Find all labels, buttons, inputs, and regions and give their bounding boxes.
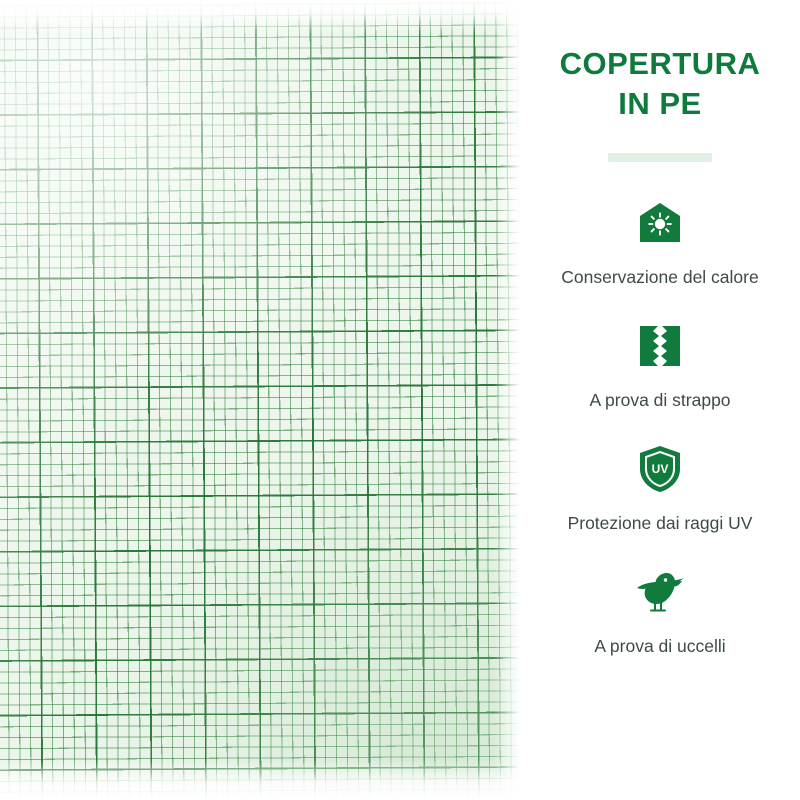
greenhouse-sun-icon [633, 196, 687, 250]
bird-icon [633, 565, 687, 619]
uv-shield-icon [633, 442, 687, 496]
feature-label: A prova di uccelli [594, 635, 726, 656]
feature-item-heat-retention [538, 196, 782, 289]
feature-label: Conservazione del calore [561, 267, 759, 288]
page-title-line-1: COPERTURA [559, 46, 761, 81]
tear-resistant-icon [633, 319, 687, 373]
feature-item-tear-proof [538, 319, 782, 412]
feature-item-bird-proof [538, 565, 782, 658]
feature-label: A prova di strappo [589, 390, 731, 411]
feature-label: Protezione dai raggi UV [567, 512, 753, 533]
page-title [560, 44, 761, 123]
feature-list [538, 188, 782, 657]
page-title-line-2: IN PE [618, 85, 702, 121]
svg-text:UV: UV [651, 461, 669, 476]
feature-item-uv-protection [538, 442, 782, 535]
title-divider [608, 153, 712, 162]
feature-panel [520, 0, 800, 800]
